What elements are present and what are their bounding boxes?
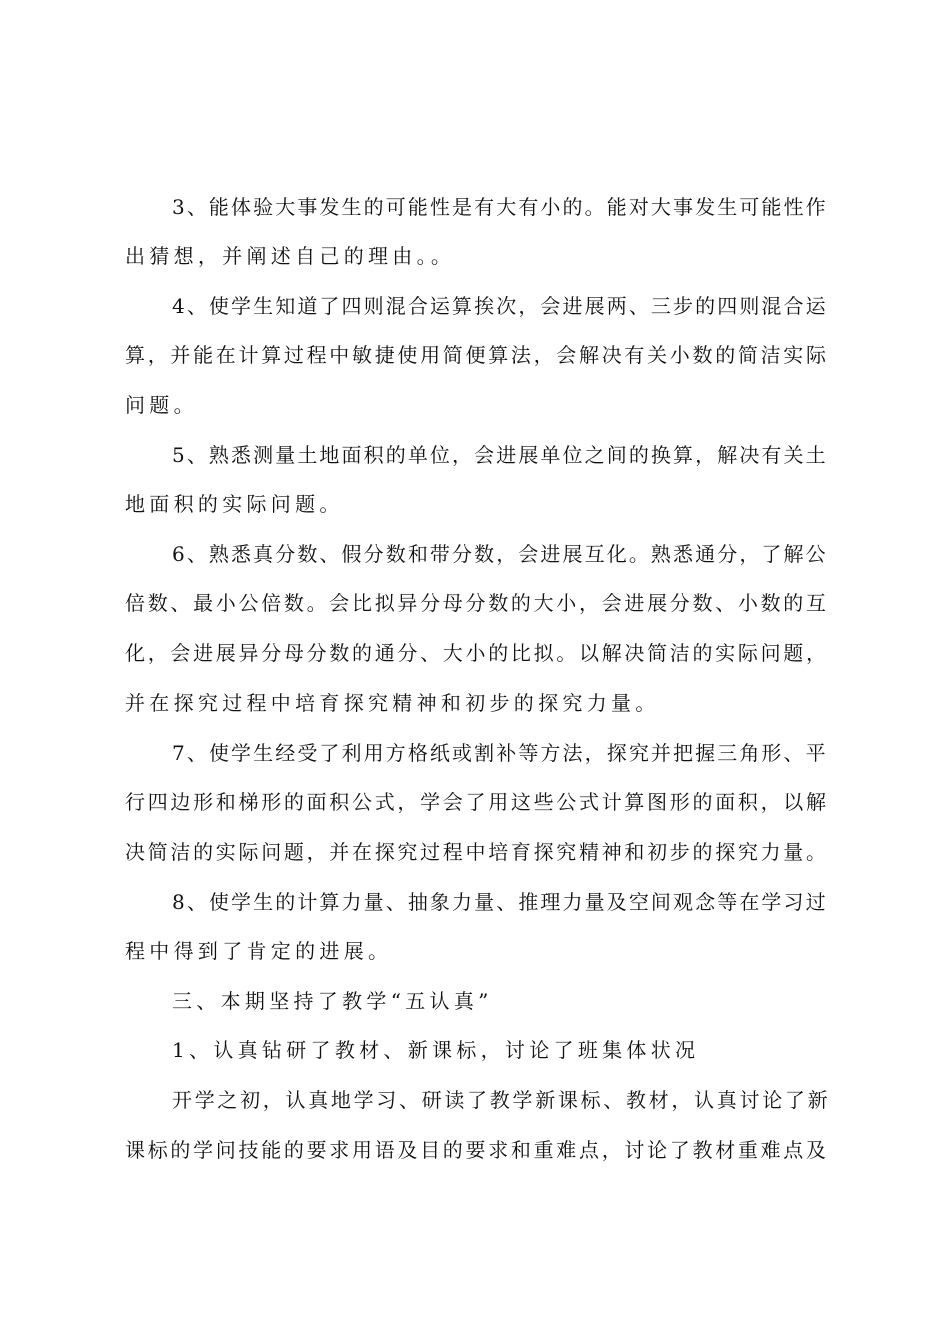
text-line: 决简洁的实际问题，并在探究过程中培育探究精神和初步的探究力量。 — [125, 840, 829, 864]
text-line: 8、使学生的计算力量、抽象力量、推理力量及空间观念等在学习过 — [172, 890, 828, 914]
text-line: 3、能体验大事发生的可能性是有大有小的。能对大事发生可能性作 — [172, 195, 828, 219]
text-line: 4、使学生知道了四则混合运算挨次，会进展两、三步的四则混合运 — [172, 294, 828, 318]
text-line: 算，并能在计算过程中敏捷使用简便算法，会解决有关小数的简洁实际 — [125, 343, 829, 367]
text-line: 5、熟悉测量土地面积的单位，会进展单位之间的换算，解决有关土 — [172, 443, 828, 467]
text-line: 行四边形和梯形的面积公式，学会了用这些公式计算图形的面积，以解 — [125, 790, 829, 814]
text-line: 地面积的实际问题。 — [125, 492, 344, 516]
section-heading: 三、本期坚持了教学“五认真” — [172, 989, 493, 1013]
subsection-heading: 1、认真钻研了教材、新课标，讨论了班集体状况 — [172, 1038, 700, 1062]
text-line: 并在探究过程中培育探究精神和初步的探究力量。 — [125, 691, 660, 715]
text-line: 倍数、最小公倍数。会比拟异分母分数的大小，会进展分数、小数的互 — [125, 591, 829, 615]
text-line: 课标的学问技能的要求用语及目的要求和重难点，讨论了教材重难点及 — [125, 1138, 829, 1162]
text-line: 问题。 — [125, 393, 198, 417]
text-line: 化，会进展异分母分数的通分、大小的比拟。以解决简洁的实际问题， — [125, 641, 829, 665]
text-line: 程中得到了肯定的进展。 — [125, 939, 393, 963]
text-line: 出猜想，并阐述自己的理由。。 — [125, 244, 456, 268]
text-line: 7、使学生经受了利用方格纸或割补等方法，探究并把握三角形、平 — [172, 741, 828, 765]
text-line: 开学之初，认真地学习、研读了教学新课标、教材，认真讨论了新 — [172, 1088, 831, 1112]
text-line: 6、熟悉真分数、假分数和带分数，会进展互化。熟悉通分，了解公 — [172, 542, 828, 566]
